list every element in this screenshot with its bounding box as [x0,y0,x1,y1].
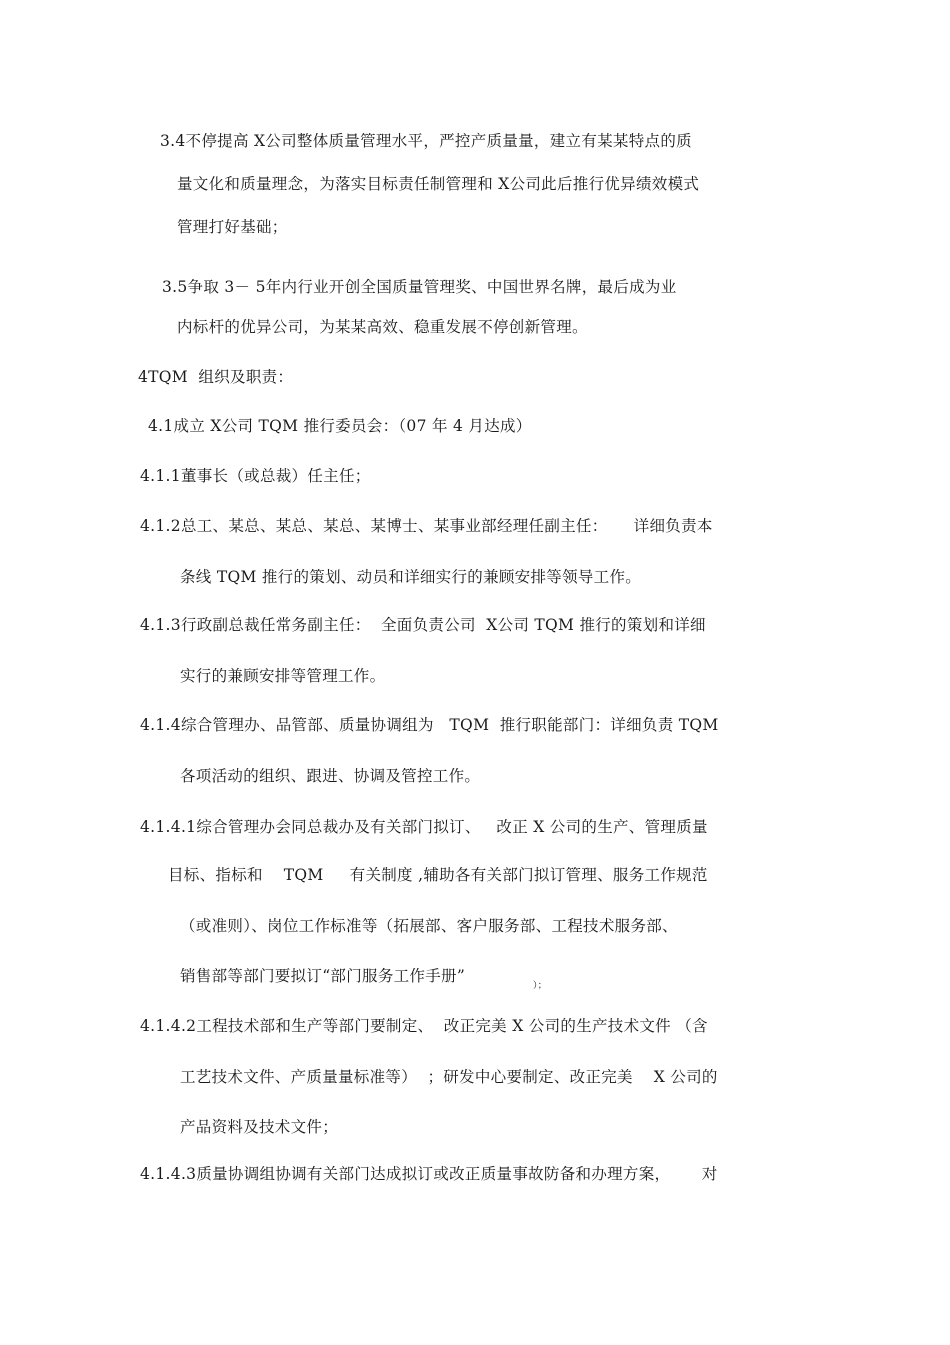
section-4-1-4-line-2: 各项活动的组织、跟进、协调及管控工作。 [180,767,481,785]
section-3-4-line-1: 3.4不停提高 X公司整体质量管理水平，严控产质量量，建立有某某特点的质 [160,132,692,150]
section-4-1-4-1-line-4: 销售部等部门要拟订“部门服务工作手册” [180,967,466,985]
section-3-4-line-3: 管理打好基础； [177,218,288,236]
section-4-1-4-2-line-1: 4.1.4.2工程技术部和生产等部门要制定、 改正完美 X 公司的生产技术文件 （含 [140,1017,708,1035]
section-4-1-4-line-1: 4.1.4综合管理办、品管部、质量协调组为 TQM 推行职能部门：详细负责 TQM [140,716,719,734]
section-4-1-4-1-line-3: （或准则）、岗位工作标准等（拓展部、客户服务部、工程技术服务部、 [180,917,678,935]
section-3-5-line-2: 内标杆的优异公司，为某某高效、稳重发展不停创新管理。 [177,318,588,336]
section-4-1-heading: 4.1成立 X公司 TQM 推行委员会：（07 年 4 月达成） [148,417,532,435]
section-4-1-4-3-line-1: 4.1.4.3质量协调组协调有关部门达成拟订或改正质量事故防备和办理方案， 对 [140,1165,718,1183]
section-4-1-3-line-2: 实行的兼顾安排等管理工作。 [180,667,386,685]
section-4-heading: 4TQM 组织及职责： [138,368,294,386]
section-3-4-line-2: 量文化和质量理念，为落实目标责任制管理和 X公司此后推行优异绩效模式 [177,175,700,193]
section-4-1-4-1-line-1: 4.1.4.1综合管理办会同总裁办及有关部门拟订、 改正 X 公司的生产、管理质量 [140,818,708,836]
section-4-1-4-2-line-2: 工艺技术文件、产质量量标准等） ；研发中心要制定、改正完美 X 公司的 [180,1068,718,1086]
section-4-1-2-line-1: 4.1.2总工、某总、某总、某总、某博士、某事业部经理任副主任： 详细负责本 [140,517,713,535]
section-4-1-4-1-line-2: 目标、指标和 TQM 有关制度 ,辅助各有关部门拟订管理、服务工作规范 [168,866,708,884]
section-4-1-2-line-2: 条线 TQM 推行的策划、动员和详细实行的兼顾安排等领导工作。 [180,568,642,586]
section-4-1-3-line-1: 4.1.3行政副总裁任常务副主任： 全面负责公司 X公司 TQM 推行的策划和详细 [140,616,706,634]
section-4-1-1-line-1: 4.1.1董事长（或总裁）任主任； [140,467,371,485]
section-4-1-4-2-line-3: 产品资料及技术文件； [180,1118,339,1136]
section-4-1-4-1-line-4-tail: ）； [533,981,548,991]
section-3-5-line-1: 3.5争取 3－ 5年内行业开创全国质量管理奖、中国世界名牌，最后成为业 [162,278,677,296]
